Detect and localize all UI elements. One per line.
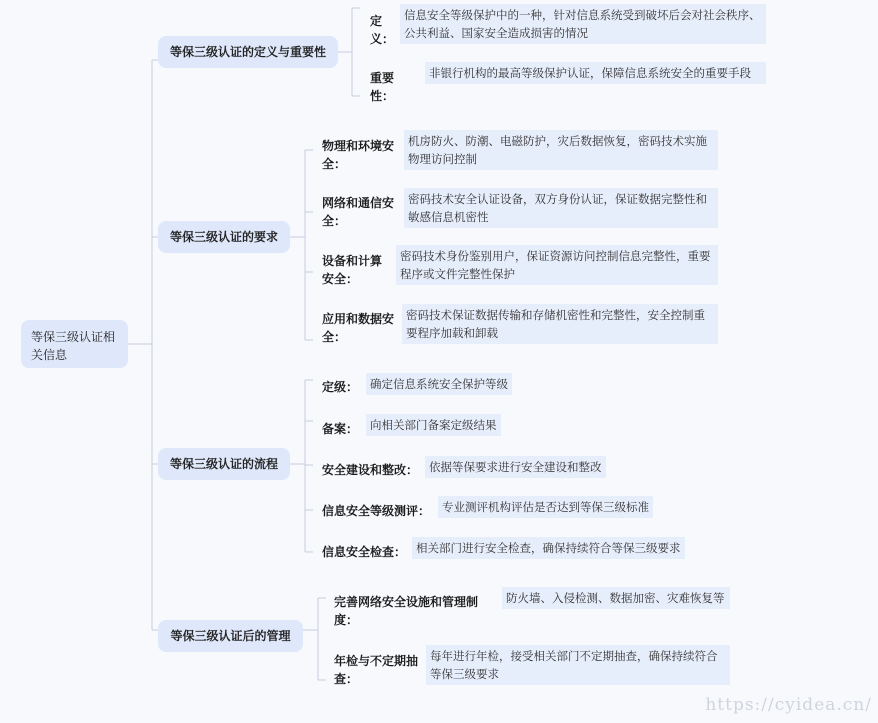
branch-requirements: 等保三级认证的要求 — [158, 221, 290, 253]
item-text-definition: 信息安全等级保护中的一种，针对信息系统受到破坏后会对社会秩序、公共利益、国家安全造成损害的情况 — [400, 4, 766, 44]
item-label-device: 设备和计算安全： — [322, 254, 383, 286]
item-label-facilities: 完善网络安全设施和管理制度： — [334, 595, 479, 627]
item-label-inspection: 信息安全检查： — [322, 545, 407, 559]
item-text-importance: 非银行机构的最高等级保护认证，保障信息系统安全的重要手段 — [425, 62, 766, 84]
item-text-inspection: 相关部门进行安全检查，确保持续符合等保三级要求 — [412, 537, 685, 559]
item-text-application: 密码技术保证数据传输和存储机密性和完整性，安全控制重要程序加载和卸载 — [402, 304, 718, 344]
item-label-network: 网络和通信安全： — [322, 196, 395, 228]
branch-post-management: 等保三级认证后的管理 — [158, 620, 303, 652]
branch-definition-importance: 等保三级认证的定义与重要性 — [158, 36, 338, 68]
item-label-application: 应用和数据安全： — [322, 312, 395, 344]
item-label-filing: 备案： — [322, 422, 359, 436]
item-label-annual-check: 年检与不定期抽查： — [334, 654, 419, 686]
item-label-definition: 定义： — [370, 14, 395, 46]
item-label-grading: 定级： — [322, 380, 359, 394]
item-text-annual-check: 每年进行年检，接受相关部门不定期抽查，确保持续符合等保三级要求 — [426, 645, 730, 685]
item-text-physical: 机房防火、防潮、电磁防护，灾后数据恢复，密码技术实施物理访问控制 — [404, 130, 718, 170]
item-text-grading: 确定信息系统安全保护等级 — [366, 373, 512, 395]
item-text-construction: 依据等保要求进行安全建设和整改 — [425, 456, 606, 478]
item-label-importance: 重要性： — [370, 71, 395, 103]
item-text-facilities: 防火墙、入侵检测、数据加密、灾难恢复等 — [502, 587, 730, 609]
item-text-filing: 向相关部门备案定级结果 — [366, 414, 501, 436]
watermark: https://cyidea.cn/ — [705, 695, 872, 715]
branch-process: 等保三级认证的流程 — [158, 448, 290, 480]
item-label-evaluation: 信息安全等级测评： — [322, 504, 431, 518]
root-node: 等保三级认证相关信息 — [21, 320, 128, 368]
item-text-device: 密码技术身份鉴别用户，保证资源访问控制信息完整性，重要程序或文件完整性保护 — [396, 245, 718, 285]
item-text-network: 密码技术安全认证设备，双方身份认证，保证数据完整性和敏感信息机密性 — [404, 188, 718, 228]
item-label-construction: 安全建设和整改： — [322, 463, 419, 477]
item-text-evaluation: 专业测评机构评估是否达到等保三级标准 — [438, 496, 653, 518]
item-label-physical: 物理和环境安全： — [322, 139, 395, 171]
